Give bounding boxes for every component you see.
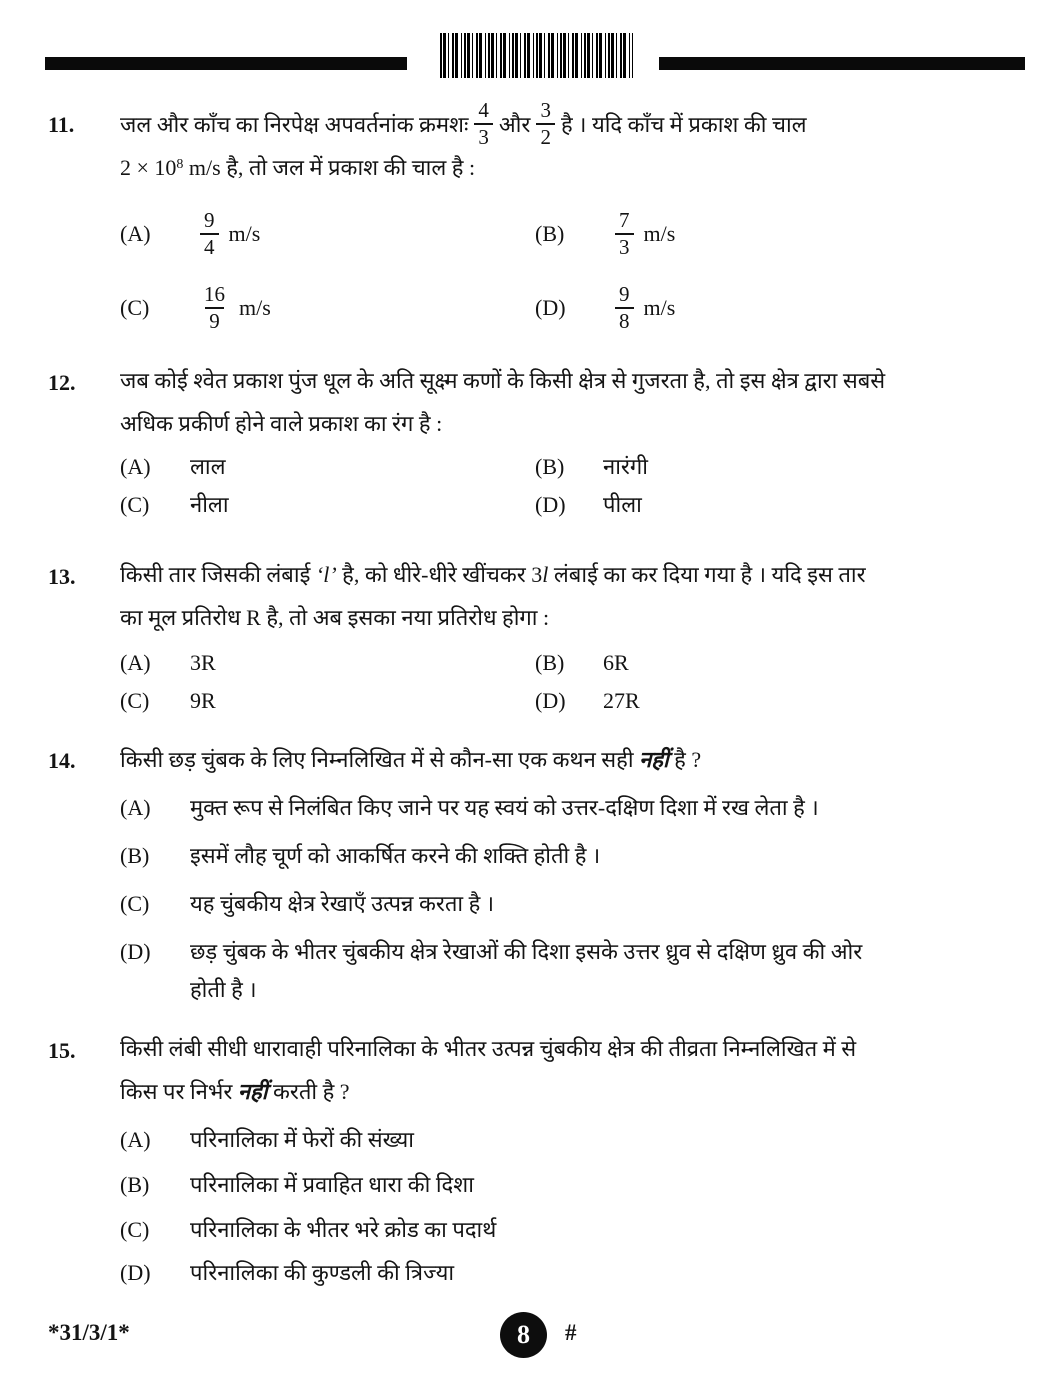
option-text: लाल [190,454,226,479]
option-text: यह चुंबकीय क्षेत्र रेखाएँ उत्पन्न करता है । [190,891,495,916]
option-unit: m/s [643,221,676,246]
option-label: (B) [120,843,150,868]
option-c [120,279,271,337]
page-number-badge [500,1312,547,1358]
question-text-part: m/s है, तो जल में प्रकाश की चाल है : [183,155,476,180]
option-text: परिनालिका में फेरों की संख्या [190,1127,414,1152]
question-number: 12. [48,370,76,395]
option-label: (A) [120,650,151,675]
option-text: मुक्त रूप से निलंबित किए जाने पर यह स्वयं को उत्तर-दक्षिण दिशा में रख लेता है । [190,795,819,820]
barcode [440,33,633,78]
option-label: (D) [535,492,566,517]
option-d [535,279,675,337]
question-text-line1 [120,745,701,775]
option-text: 6R [603,650,629,675]
option-text-line2: होती है । [190,977,257,1002]
question-text-line1: जब कोई श्वेत प्रकाश पुंज धूल के अति सूक्ष्म कणों के किसी क्षेत्र से गुजरता है, तो इस क्षेत्र द्वारा सबसे [120,368,886,393]
fraction: $\frac{16}{9}$ [204,282,225,333]
option-text: परिनालिका के भीतर भरे क्रोड का पदार्थ [190,1217,497,1242]
option-a [120,205,260,263]
option-label: (C) [120,688,150,713]
question-text-part: 2 × 10 [120,155,177,180]
option-text: परिनालिका की कुण्डली की त्रिज्या [190,1260,455,1285]
option-label: (A) [120,454,151,479]
question-text-part: किस पर निर्भर [120,1079,238,1104]
math-symbol: l [542,562,549,587]
option-text: इसमें लौह चूर्ण को आकर्षित करने की शक्ति होती है । [190,843,601,868]
question-text-line2 [120,1077,350,1107]
question-number: 11. [48,112,75,137]
fraction: $\frac{4}{3}$ [474,98,493,150]
option-label: (B) [535,454,565,479]
option-text: 27R [603,688,640,713]
question-text-part: जल और काँच का निरपेक्ष अपवर्तनांक क्रमशः [120,112,469,137]
question-text-part: और [498,112,531,137]
option-text: परिनालिका में प्रवाहित धारा की दिशा [190,1172,474,1197]
option-label: (C) [120,1217,150,1242]
option-text: नारंगी [603,454,648,479]
question-text-line1 [120,560,866,590]
option-label: (A) [120,795,151,820]
fraction: $\frac{7}{3}$ [615,208,634,260]
question-text [120,93,807,155]
header-rule-right [659,57,1025,70]
option-b [535,205,675,263]
fraction: $\frac{9}{8}$ [615,282,634,334]
question-text-part: किसी तार जिसकी लंबाई [120,562,316,587]
question-number: 15. [48,1038,76,1063]
option-label: (A) [120,1127,151,1152]
exponent: 8 [176,157,184,172]
question-text-line2 [120,153,475,183]
option-text: पीला [603,492,642,517]
option-unit: m/s [643,295,676,320]
question-number: 14. [48,748,76,773]
page-number: 8 [517,1320,530,1349]
fraction: $\frac{3}{2}$ [536,98,555,150]
paper-code: *31/3/1* [48,1320,130,1345]
question-number: 13. [48,564,76,589]
option-label: (A) [120,221,151,246]
header-rule-left [45,57,407,70]
question-text-line1: किसी लंबी सीधी धारावाही परिनालिका के भीतर उत्पन्न चुंबकीय क्षेत्र की तीव्रता निम्नलिखित में से [120,1036,857,1061]
emphasis-word: नहीं [639,747,669,772]
hash-mark: # [565,1320,577,1345]
emphasis-word: नहीं [237,1079,268,1104]
question-text-part: लंबाई का कर दिया गया है । यदि इस तार [548,562,866,587]
option-label: (C) [120,492,150,517]
math-symbol: ‘l’ [315,562,337,587]
option-label: (B) [535,221,565,246]
option-label: (B) [535,650,565,675]
option-label: (D) [120,939,151,964]
option-label: (D) [535,295,566,320]
option-text: नीला [190,492,229,517]
question-text-line2: का मूल प्रतिरोध R है, तो अब इसका नया प्रतिरोध होगा : [120,605,550,630]
question-text-part: करती है ? [267,1079,350,1104]
option-text: 9R [190,688,216,713]
option-label: (D) [535,688,566,713]
question-text-part: है, को धीरे-धीरे खींचकर 3 [336,562,543,587]
option-label: (D) [120,1260,151,1285]
option-unit: m/s [228,221,261,246]
fraction: $\frac{9}{4}$ [200,208,219,260]
option-label: (C) [120,295,150,320]
question-text-part: है ? [668,747,702,772]
question-text-part: है । यदि काँच में प्रकाश की चाल [560,112,807,137]
question-text-line2: अधिक प्रकीर्ण होने वाले प्रकाश का रंग है : [120,411,443,436]
option-unit: m/s [239,295,271,320]
option-label: (B) [120,1172,150,1197]
option-text: 3R [190,650,216,675]
option-label: (C) [120,891,150,916]
question-text-part: किसी छड़ चुंबक के लिए निम्नलिखित में से कौन-सा एक कथन सही [120,747,640,772]
option-text: छड़ चुंबक के भीतर चुंबकीय क्षेत्र रेखाओं की दिशा इसके उत्तर ध्रुव से दक्षिण ध्रुव की ओर [190,939,863,964]
